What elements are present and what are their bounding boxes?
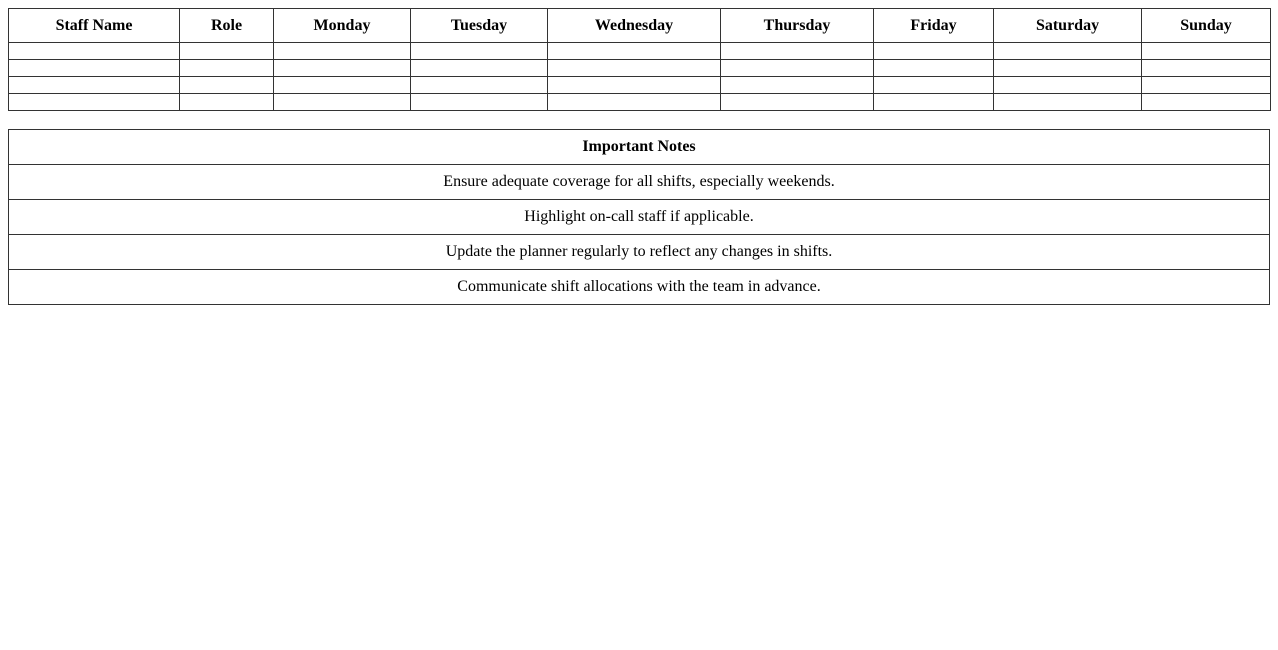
table-cell — [9, 60, 180, 77]
table-cell — [721, 60, 874, 77]
table-cell — [721, 43, 874, 60]
note-row — [9, 270, 1270, 305]
note-item: Communicate shift allocations with the team in advance. — [9, 270, 1270, 305]
table-cell — [9, 94, 180, 111]
column-header-saturday: Saturday — [994, 9, 1142, 43]
column-header-thursday: Thursday — [721, 9, 874, 43]
table-cell — [1142, 77, 1271, 94]
notes-title: Important Notes — [9, 130, 1270, 165]
table-cell — [180, 77, 274, 94]
table-cell — [721, 94, 874, 111]
table-cell — [1142, 94, 1271, 111]
column-header-staff-name: Staff Name — [9, 9, 180, 43]
table-cell — [411, 94, 548, 111]
table-cell — [721, 77, 874, 94]
table-cell — [994, 77, 1142, 94]
table-cell — [9, 43, 180, 60]
table-cell — [874, 43, 994, 60]
table-cell — [548, 43, 721, 60]
table-row — [9, 77, 1271, 94]
table-cell — [874, 77, 994, 94]
table-row — [9, 43, 1271, 60]
column-header-role: Role — [180, 9, 274, 43]
table-cell — [180, 43, 274, 60]
table-cell — [411, 60, 548, 77]
table-cell — [994, 43, 1142, 60]
table-cell — [1142, 43, 1271, 60]
important-notes-table — [8, 129, 1270, 305]
table-cell — [411, 77, 548, 94]
staff-schedule-table — [8, 8, 1271, 111]
table-cell — [274, 43, 411, 60]
table-cell — [9, 77, 180, 94]
note-item: Update the planner regularly to reflect any changes in shifts. — [9, 235, 1270, 270]
column-header-tuesday: Tuesday — [411, 9, 548, 43]
table-cell — [1142, 60, 1271, 77]
column-header-friday: Friday — [874, 9, 994, 43]
column-header-monday: Monday — [274, 9, 411, 43]
table-cell — [874, 94, 994, 111]
table-row — [9, 60, 1271, 77]
table-cell — [548, 77, 721, 94]
column-header-wednesday: Wednesday — [548, 9, 721, 43]
table-cell — [274, 60, 411, 77]
table-cell — [274, 77, 411, 94]
note-row — [9, 165, 1270, 200]
shift-planner-page — [8, 8, 1270, 305]
table-cell — [274, 94, 411, 111]
table-cell — [874, 60, 994, 77]
table-cell — [548, 94, 721, 111]
table-cell — [994, 60, 1142, 77]
column-header-sunday: Sunday — [1142, 9, 1271, 43]
note-item: Ensure adequate coverage for all shifts, especially weekends. — [9, 165, 1270, 200]
table-row — [9, 94, 1271, 111]
table-cell — [180, 60, 274, 77]
notes-header-row — [9, 130, 1270, 165]
note-row — [9, 235, 1270, 270]
note-row — [9, 200, 1270, 235]
note-item: Highlight on-call staff if applicable. — [9, 200, 1270, 235]
schedule-header-row — [9, 9, 1271, 43]
table-cell — [411, 43, 548, 60]
table-cell — [548, 60, 721, 77]
table-cell — [994, 94, 1142, 111]
table-cell — [180, 94, 274, 111]
